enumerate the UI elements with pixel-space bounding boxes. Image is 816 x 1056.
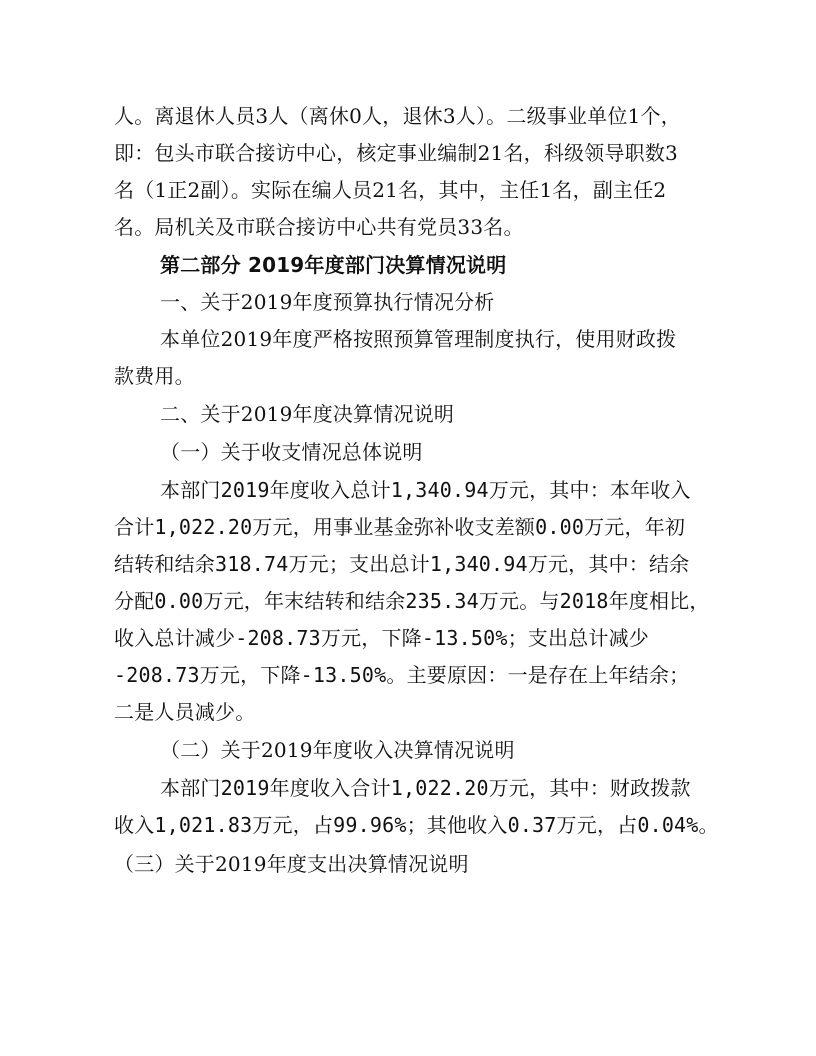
text-line: 收入总计减少-208.73万元，下降-13.50%；支出总计减少	[114, 626, 649, 650]
text-line: 二是人员减少。	[114, 700, 256, 724]
text-line: 名。局机关及市联合接访中心共有党员33名。	[114, 215, 524, 239]
section-heading: 第二部分 2019年度部门决算情况说明	[160, 253, 507, 277]
text-line: 收入1,021.83万元，占99.96%；其他收入0.37万元，占0.04%。	[114, 813, 719, 837]
sub-subsection-heading: （二）关于2019年度收入决算情况说明	[160, 738, 515, 762]
text-line: 本部门2019年度收入总计1,340.94万元，其中：本年收入	[160, 478, 691, 502]
sub-subsection-heading: （三）关于2019年度支出决算情况说明	[114, 852, 469, 876]
text-line: 名（1正2副）。实际在编人员21名，其中，主任1名，副主任2	[114, 178, 667, 202]
text-line: 款费用。	[114, 364, 195, 388]
text-line: 本部门2019年度收入合计1,022.20万元，其中：财政拨款	[160, 776, 691, 800]
subsection-heading: 一、关于2019年度预算执行情况分析	[160, 290, 495, 314]
subsection-heading: 二、关于2019年度决算情况说明	[160, 402, 455, 426]
text-line: 结转和结余318.74万元；支出总计1,340.94万元，其中：结余	[114, 552, 690, 576]
text-line: -208.73万元，下降-13.50%。主要原因：一是存在上年结余；	[114, 663, 690, 687]
text-line: 合计1,022.20万元，用事业基金弥补收支差额0.00万元，年初	[114, 515, 686, 539]
text-line: 人。离退休人员3人（离休0人，退休3人）。二级事业单位1个，	[114, 104, 681, 128]
text-line: 本单位2019年度严格按照预算管理制度执行，使用财政拨	[160, 327, 677, 351]
text-line: 即：包头市联合接访中心，核定事业编制21名，科级领导职数3	[114, 141, 678, 165]
text-line: 分配0.00万元，年末结转和结余235.34万元。与2018年度相比，	[114, 589, 710, 613]
sub-subsection-heading: （一）关于收支情况总体说明	[160, 440, 423, 464]
